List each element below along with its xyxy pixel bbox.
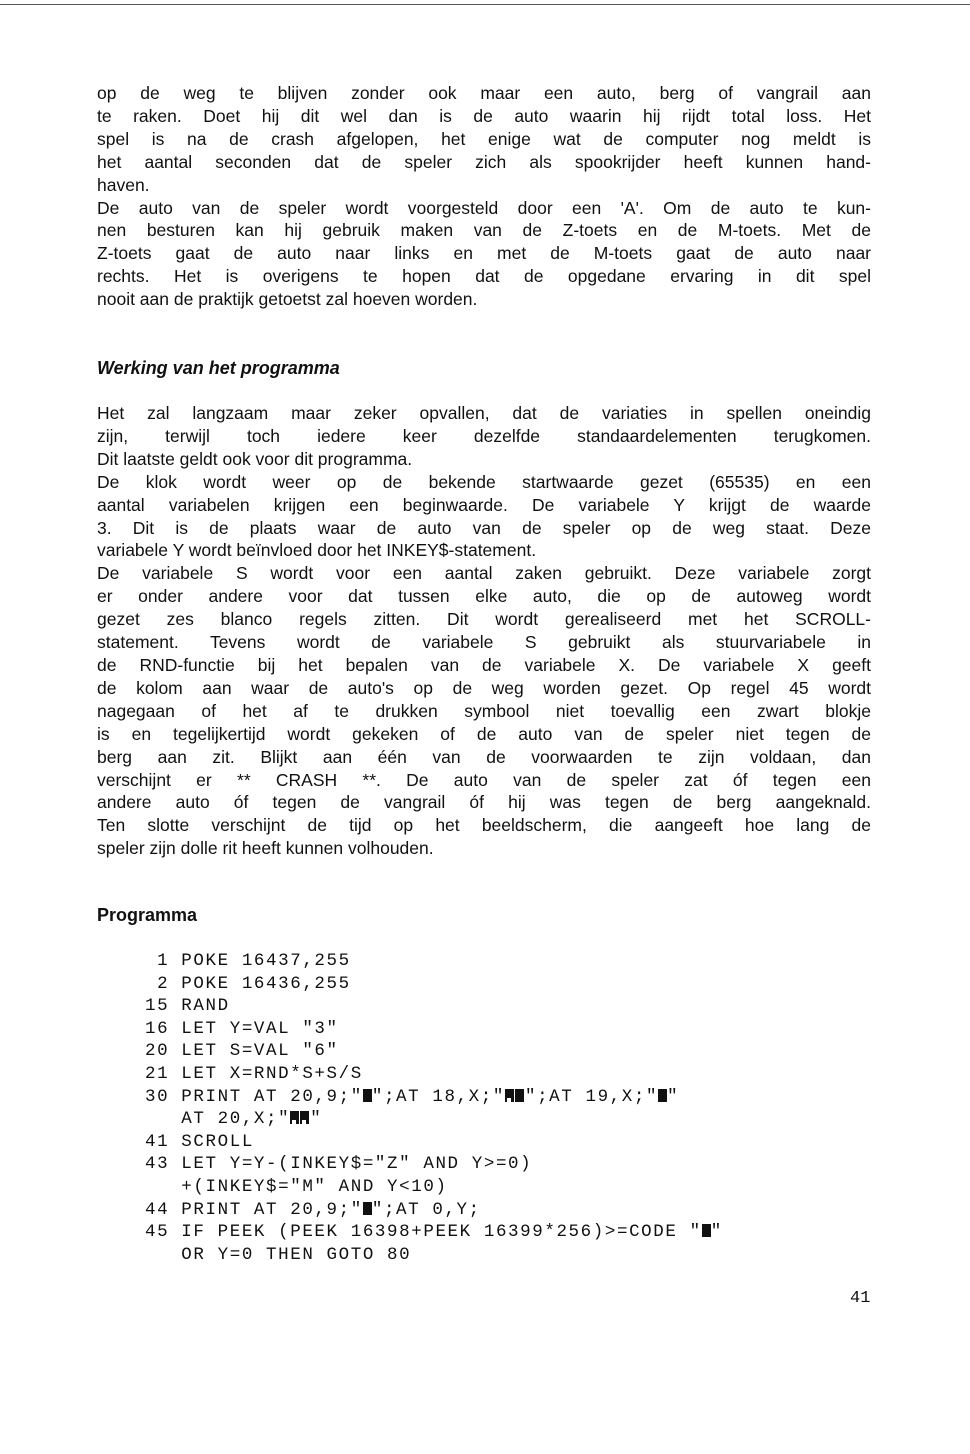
code-segment: 30 PRINT AT 20,9;" <box>145 1086 363 1107</box>
code-line: 43 LET Y=Y-(INKEY$="Z" AND Y>=0) <box>145 1154 533 1175</box>
code-line: 1 POKE 16437,255 <box>145 951 351 971</box>
code-line <box>145 1221 723 1244</box>
code-segment: ";AT 19,X;" <box>524 1086 659 1107</box>
page-number: 41 <box>850 1289 871 1308</box>
code-line <box>145 1199 723 1222</box>
code-line: 15 RAND <box>145 996 230 1017</box>
code-line: 20 LET S=VAL "6" <box>145 1041 339 1062</box>
paragraph-intro <box>97 82 871 311</box>
text-line: het aantal seconden dat de speler zich als spookrijder heeft kunnen hand- <box>97 151 871 172</box>
code-segment: 44 PRINT AT 20,9;" <box>145 1199 363 1220</box>
code-line: 16 LET Y=VAL "3" <box>145 1018 339 1039</box>
graphic-block-icon <box>300 1111 309 1124</box>
paragraph-werking <box>97 402 871 860</box>
text-line: zijn, terwijl toch iedere keer dezelfde standaardelementen terugkomen. <box>97 425 871 446</box>
text-line: Het zal langzaam maar zeker opvallen, dat de variaties in spellen oneindig <box>97 403 871 423</box>
text-line: De auto van de speler wordt voorgesteld door een 'A'. Om de auto te kun- <box>97 197 871 218</box>
text-line: andere auto óf tegen de vangrail óf hij was tegen de berg aangeknald. <box>97 792 871 813</box>
code-segment: AT 20,X;" <box>145 1109 291 1130</box>
text-line: aantal variabelen krijgen een beginwaarde. De variabele Y krijgt de waarde <box>97 494 871 515</box>
text-line: nagegaan of het af te drukken symbool niet toevallig een zwart blokje <box>97 700 871 721</box>
text-line: Z-toets gaat de auto naar links en met de M-toets gaat de auto naar <box>97 243 871 264</box>
section-heading-programma: Programma <box>97 905 198 925</box>
text-line: haven. <box>97 174 150 195</box>
text-line: 3. Dit is de plaats waar de auto van de speler op de weg staat. Deze <box>97 517 871 538</box>
black-block-icon <box>363 1202 372 1215</box>
black-block-icon <box>702 1224 711 1237</box>
text-line: De variabele S wordt voor een aantal zaken gebruikt. Deze variabele zorgt <box>97 563 871 584</box>
section-heading-werking: Werking van het programma <box>97 358 340 378</box>
text-line: De klok wordt weer op de bekende startwaarde gezet (65535) en een <box>97 471 871 492</box>
code-line: 21 LET X=RND*S+S/S <box>145 1063 363 1084</box>
code-line: OR Y=0 THEN GOTO 80 <box>145 1244 412 1265</box>
code-segment: ";AT 18,X;" <box>371 1086 505 1107</box>
code-segment: " <box>667 1086 680 1107</box>
top-rule <box>0 4 970 5</box>
text-line: de RND-functie bij het bepalen van de variabele X. De variabele X geeft <box>97 654 871 675</box>
code-segment: ";AT 0,Y; <box>371 1199 481 1220</box>
text-line: berg aan zit. Blijkt aan één van de voorwaarden te zijn voldaan, dan <box>97 746 871 767</box>
text-line: verschijnt er ** CRASH **. De auto van de speler zat óf tegen een <box>97 769 871 790</box>
code-line <box>145 1108 723 1131</box>
code-segment: 45 IF PEEK (PEEK 16398+PEEK 16399*256)>=CODE " <box>145 1222 702 1243</box>
graphic-block-icon <box>505 1089 514 1102</box>
text-line: op de weg te blijven zonder ook maar een auto, berg of vangrail aan <box>97 83 871 103</box>
text-line: statement. Tevens wordt de variabele S gebruikt als stuurvariabele in <box>97 632 871 653</box>
code-line: 41 SCROLL <box>145 1131 254 1152</box>
text-line: nooit aan de praktijk getoetst zal hoeven worden. <box>97 289 478 310</box>
text-line: spel is na de crash afgelopen, het enige wat de computer nog meldt is <box>97 128 871 149</box>
text-line: is en tegelijkertijd wordt gekeken of de auto van de speler niet tegen de <box>97 723 871 744</box>
text-line: Ten slotte verschijnt de tijd op het beeldscherm, die aangeeft hoe lang de <box>97 815 871 836</box>
program-listing <box>145 950 723 1266</box>
text-line: speler zijn dolle rit heeft kunnen volhouden. <box>97 838 434 859</box>
text-line: Dit laatste geldt ook voor dit programma. <box>97 448 413 469</box>
black-block-icon <box>658 1089 667 1102</box>
text-line: variabele Y wordt beïnvloed door het INKEY$-statement. <box>97 540 537 561</box>
code-line: +(INKEY$="M" AND Y<10) <box>145 1176 448 1197</box>
code-segment: " <box>310 1109 323 1130</box>
text-line: gezet zes blanco regels zitten. Dit wordt gerealiseerd met het SCROLL- <box>97 609 871 630</box>
black-block-icon <box>363 1089 372 1102</box>
code-line <box>145 1086 723 1109</box>
code-segment: " <box>710 1222 723 1243</box>
graphic-block-icon <box>515 1089 524 1102</box>
text-line: de kolom aan waar de auto's op de weg worden gezet. Op regel 45 wordt <box>97 677 871 698</box>
code-line: 2 POKE 16436,255 <box>145 973 351 994</box>
text-line: rechts. Het is overigens te hopen dat de opgedane ervaring in dit spel <box>97 266 871 287</box>
graphic-block-icon <box>290 1111 299 1124</box>
text-line: te raken. Doet hij dit wel dan is de auto waarin hij rijdt total loss. Het <box>97 105 871 126</box>
text-line: er onder andere voor dat tussen elke auto, die op de autoweg wordt <box>97 586 871 607</box>
text-line: nen besturen kan hij gebruik maken van de Z-toets en de M-toets. Met de <box>97 220 871 241</box>
